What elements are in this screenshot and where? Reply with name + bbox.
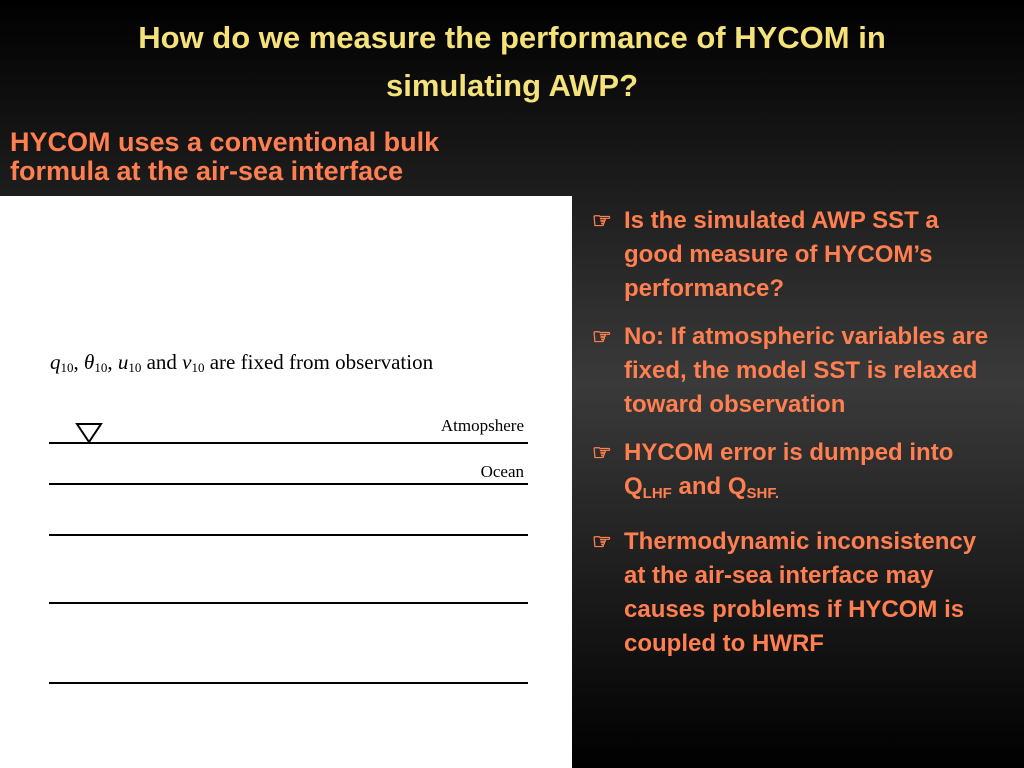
bullet-item xyxy=(592,525,992,661)
caption-u: u xyxy=(117,350,129,374)
layer-diagram xyxy=(0,196,572,768)
pointing-hand-icon: ☞ xyxy=(592,440,612,465)
pointing-hand-icon: ☞ xyxy=(592,324,612,349)
caption-v: v xyxy=(182,350,192,374)
ocean-layer-line-3 xyxy=(49,602,528,604)
pointing-hand-icon: ☞ xyxy=(592,208,612,233)
air-sea-interface-line xyxy=(49,442,528,444)
atmosphere-label: Atmopshere xyxy=(440,416,524,435)
bullet-item xyxy=(592,204,992,306)
bullet-text: Is the simulated AWP SST a good measure of HYCOM’s performance? xyxy=(624,207,939,302)
caption-q-sub: 10 xyxy=(60,360,74,375)
pointing-hand-icon: ☞ xyxy=(592,529,612,554)
slide-subtitle xyxy=(10,128,570,186)
bullet-text-part: and Q xyxy=(671,473,747,500)
subtitle-line-1: HYCOM uses a conventional bulk xyxy=(10,127,440,157)
ocean-layer-line-4 xyxy=(49,682,528,684)
bullet-item xyxy=(592,320,992,422)
title-line-2: simulating AWP? xyxy=(385,68,639,103)
ocean-layer-line-2 xyxy=(49,534,528,536)
caption-u-sub: 10 xyxy=(128,360,142,375)
diagram-caption: $q_{10}$, $\theta_{10}$, $u_{10}$ and $v_{10}$ are fixed from observation xyxy=(50,350,434,375)
bullet-list xyxy=(592,204,992,675)
caption-q: q xyxy=(50,350,61,374)
bullet-text: Thermodynamic inconsistency at the air-sea interface may causes problems if HYCOM is coupled to HWRF xyxy=(624,528,977,657)
subtitle-line-2: formula at the air-sea interface xyxy=(10,156,404,186)
bullet-text: No: If atmospheric variables are fixed, the model SST is relaxed toward observation xyxy=(624,323,989,418)
title-line-1: How do we measure the performance of HYCOM in xyxy=(138,20,886,55)
inverted-triangle-icon xyxy=(75,422,103,444)
bullet-text-part: HYCOM error is dumped into Q xyxy=(624,439,954,500)
sensible-heat-subscript: SHF. xyxy=(746,485,780,502)
bullet-item xyxy=(592,436,992,511)
slide-title xyxy=(40,14,984,110)
bullet-text xyxy=(624,439,953,500)
ocean-label: Ocean xyxy=(480,462,524,481)
caption-tail: are fixed from observation xyxy=(204,350,434,374)
latent-heat-subscript: LHF xyxy=(642,485,672,502)
caption-theta: θ xyxy=(84,350,95,374)
caption-v-sub: 10 xyxy=(191,360,205,375)
ocean-layer-line-1 xyxy=(49,483,528,485)
caption-theta-sub: 10 xyxy=(94,360,108,375)
caption-and: and xyxy=(141,350,183,374)
